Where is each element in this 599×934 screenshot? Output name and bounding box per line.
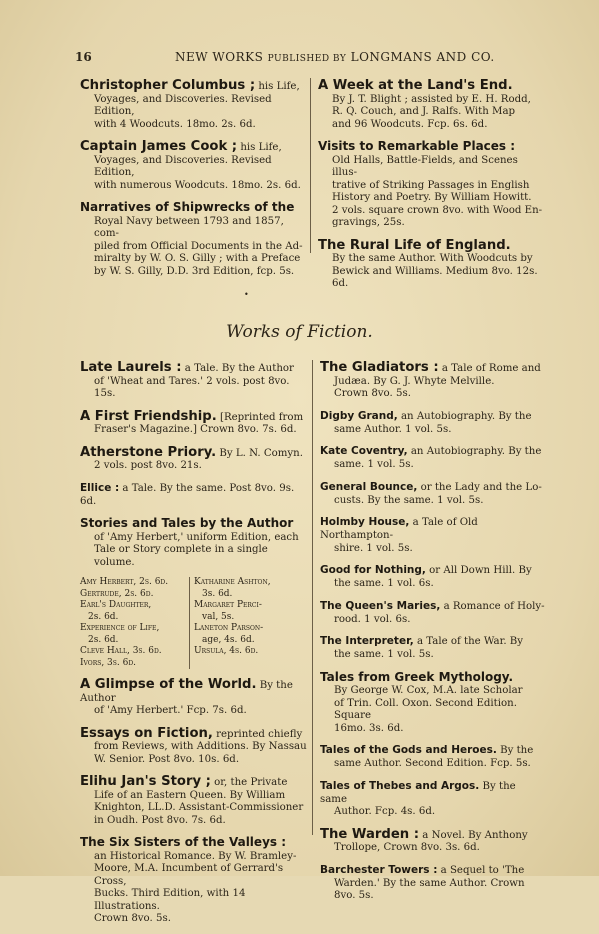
book-description-line: of 'Amy Herbert,' uniform Edition, each	[94, 531, 299, 543]
stories-table-left	[80, 577, 190, 669]
stories-table-item: age, 4s. 6d.	[202, 634, 255, 645]
book-title: Christopher Columbus ;	[80, 78, 256, 93]
book-description-line: an Historical Romance. By W. Bramley-	[94, 850, 297, 862]
fiction-column-rule	[312, 360, 313, 835]
book-description-line: Fraser's Magazine.] Crown 8vo. 7s. 6d.	[94, 424, 297, 435]
book-description-line: same Author. Second Edition. Fcp. 5s.	[334, 758, 531, 769]
book-entry	[80, 774, 308, 827]
book-description-line: of Trin. Coll. Oxon. Second Edition. Square	[334, 697, 517, 721]
book-entry	[320, 599, 545, 627]
book-description-line: Moore, M.A. Incumbent of Gerrard's Cross,	[94, 863, 284, 887]
book-description-line: W. Senior. Post 8vo. 10s. 6d.	[94, 753, 240, 765]
book-title: The Rural Life of England.	[318, 237, 511, 253]
book-description-line: By J. T. Blight ; assisted by E. H. Rodd,	[332, 93, 531, 105]
book-description-line: By the same Author. With Woodcuts by	[332, 253, 533, 264]
book-entry	[80, 481, 308, 509]
book-description-line: piled from Official Documents in the Ad-	[94, 240, 303, 252]
stories-table-item: Katharine Ashton,	[194, 577, 271, 587]
book-title: Good for Nothing,	[320, 564, 426, 576]
book-title: General Bounce,	[320, 480, 418, 493]
book-description-line: [Reprinted from	[216, 411, 304, 423]
book-entry	[80, 139, 305, 192]
book-entry	[318, 238, 543, 291]
stories-table-item: Gertrude, 2s. 6d.	[80, 588, 154, 599]
book-title: Digby Grand,	[320, 409, 398, 422]
book-title: A Week at the Land's End.	[318, 78, 513, 93]
book-description-line: the same. 1 vol. 5s.	[334, 649, 434, 660]
page-number: 16	[75, 50, 92, 64]
book-title: Tales of the Gods and Heroes.	[320, 744, 497, 756]
book-entry	[80, 200, 305, 278]
book-title: The Warden :	[320, 826, 420, 842]
book-description-line: 2 vols. square crown 8vo. with Wood En-	[332, 204, 543, 216]
book-entry	[80, 835, 308, 926]
book-description-line: Bewick and Williams. Medium 8vo. 12s. 6d.	[332, 265, 538, 289]
top-right-column	[318, 78, 543, 299]
book-description-line: or the Lady and the Lo-	[417, 481, 542, 493]
book-description-line: of 'Wheat and Tares.' 2 vols. post 8vo. 15s.	[94, 375, 290, 399]
book-description-line: By George W. Cox, M.A. late Scholar	[334, 685, 523, 696]
book-description-line: rood. 1 vol. 6s.	[334, 613, 411, 625]
book-description-line: or, the Private	[210, 777, 288, 788]
book-description-line: and 96 Woodcuts. Fcp. 6s. 6d.	[332, 118, 488, 130]
book-description-line: Judæa. By G. J. Whyte Melville.	[334, 375, 495, 387]
book-entry	[80, 516, 308, 569]
book-description-line: Life of an Eastern Queen. By William	[94, 789, 286, 801]
book-title: A First Friendship.	[80, 408, 217, 424]
book-entry	[320, 827, 545, 855]
stories-table-item: val, 5s.	[202, 611, 235, 622]
book-description-line: a Tale of the War. By	[413, 636, 524, 647]
book-description-line: By the same	[320, 780, 516, 805]
book-title: Elihu Jan's Story ;	[80, 774, 211, 789]
running-title: NEW WORKS PUBLISHED BY LONGMANS AND CO.	[175, 50, 495, 64]
book-entry	[320, 743, 545, 771]
book-description-line: or All Down Hill. By	[425, 565, 532, 576]
book-title: Atherstone Priory.	[80, 444, 217, 460]
book-entry	[320, 515, 545, 555]
book-title: Captain James Cook ;	[80, 139, 238, 154]
book-entry	[320, 360, 545, 401]
book-entry	[320, 480, 545, 508]
book-description-line: a Romance of Holy-	[440, 600, 545, 612]
book-description-line: Bucks. Third Edition, with 14 Illustrations.	[94, 888, 246, 912]
book-description-line: same Author. 1 vol. 5s.	[334, 423, 452, 435]
book-entry	[320, 444, 545, 472]
book-entry	[80, 78, 305, 131]
book-description-line: miralty by W. O. S. Gilly ; with a Preface	[94, 253, 301, 264]
stories-table-item: Experience of Life,	[80, 623, 160, 633]
book-description-line: By L. N. Comyn.	[216, 447, 303, 459]
book-entry	[320, 779, 545, 819]
book-description-line: By the Author	[80, 680, 293, 704]
book-entry	[80, 360, 308, 401]
stories-table-item: 2s. 6d.	[88, 634, 119, 645]
book-entry	[80, 677, 308, 718]
book-title: The Interpreter,	[320, 635, 414, 647]
book-description-line: Voyages, and Discoveries. Revised Edition,	[94, 154, 272, 178]
stories-table-right	[190, 577, 306, 669]
book-title: Barchester Towers :	[320, 863, 438, 876]
book-description-line: reprinted chiefly	[212, 728, 303, 740]
fiction-left-column	[80, 360, 308, 934]
book-description-line: History and Poetry. By William Howitt.	[332, 192, 532, 203]
book-description-line: an Autobiography. By the	[397, 410, 532, 422]
book-description-line: custs. By the same. 1 vol. 5s.	[334, 494, 484, 506]
running-header	[75, 50, 570, 66]
top-left-column	[80, 78, 305, 286]
book-description-line: a Sequel to 'The	[437, 864, 525, 876]
stories-table-item: Margaret Perci-	[194, 600, 262, 610]
book-description-line: Warden.' By the same Author. Crown	[334, 877, 525, 889]
book-description-line: 16mo. 3s. 6d.	[334, 722, 404, 734]
book-entry	[320, 670, 545, 736]
book-description-line: with 4 Woodcuts. 18mo. 2s. 6d.	[94, 118, 256, 130]
stories-table-item: Ivors, 3s. 6d.	[80, 657, 137, 668]
book-title: The Six Sisters of the Valleys :	[80, 835, 287, 849]
book-description-line: Crown 8vo. 5s.	[334, 388, 411, 399]
book-description-line: the same. 1 vol. 6s.	[334, 578, 434, 589]
book-title: Late Laurels :	[80, 360, 182, 375]
book-entry	[320, 409, 545, 437]
book-description-line: Author. Fcp. 4s. 6d.	[334, 806, 436, 817]
stories-table-item: Amy Herbert, 2s. 6d.	[80, 577, 169, 587]
section-title: Works of Fiction.	[226, 322, 373, 342]
stories-table-item: Earl's Daughter,	[80, 600, 152, 610]
book-title: Ellice :	[80, 481, 120, 494]
book-description-line: Trollope, Crown 8vo. 3s. 6d.	[334, 842, 480, 853]
book-description-line: a Tale. By the same. Post 8vo. 9s. 6d.	[80, 482, 295, 507]
book-description-line: gravings, 25s.	[332, 217, 405, 228]
book-title: Tales of Thebes and Argos.	[320, 779, 480, 792]
book-description-line: his Life,	[237, 142, 282, 153]
book-description-line: his Life,	[255, 81, 300, 92]
book-entry	[80, 445, 308, 473]
stories-table-item: 2s. 6d.	[88, 611, 119, 622]
stories-table-item: Ursula, 4s. 6d.	[194, 646, 259, 656]
stories-table-item: Cleve Hall, 3s. 6d.	[80, 646, 162, 656]
book-description-line: of 'Amy Herbert.' Fcp. 7s. 6d.	[94, 705, 247, 716]
book-title: A Glimpse of the World.	[80, 677, 257, 692]
book-description-line: with numerous Woodcuts. 18mo. 2s. 6d.	[94, 179, 301, 191]
fiction-right-column	[320, 360, 545, 911]
book-description-line: 8vo. 5s.	[334, 890, 374, 901]
book-description-line: Knighton, LL.D. Assistant-Commissioner	[94, 802, 304, 813]
book-description-line: in Oudh. Post 8vo. 7s. 6d.	[94, 814, 226, 826]
book-description-line: By the	[496, 745, 534, 756]
book-title: The Queen's Maries,	[320, 599, 441, 612]
book-description-line: trative of Striking Passages in English	[332, 179, 530, 191]
stories-table-item: 3s. 6d.	[202, 588, 233, 599]
book-entry	[320, 563, 545, 591]
divider-dot: •	[244, 290, 249, 299]
book-description-line: Tale or Story complete in a single volume.	[94, 544, 268, 568]
book-description-line: Crown 8vo. 5s.	[94, 913, 171, 924]
book-title: Holmby House,	[320, 516, 410, 528]
book-entry	[318, 139, 543, 230]
book-title: Tales from Greek Mythology.	[320, 669, 514, 684]
stories-table-item: Laneton Parson-	[194, 623, 264, 633]
book-description-line: R. Q. Couch, and J. Ralfs. With Map	[332, 106, 516, 117]
book-description-line: a Tale of Old Northampton-	[320, 517, 478, 541]
book-description-line: an Autobiography. By the	[407, 446, 542, 457]
book-description-line: a Novel. By Anthony	[419, 829, 528, 841]
top-column-rule	[310, 78, 311, 253]
book-entry	[320, 634, 545, 662]
book-description-line: Royal Navy between 1793 and 1857, com-	[94, 215, 284, 239]
book-description-line: by W. S. Gilly, D.D. 3rd Edition, fcp. 5s.	[94, 265, 295, 277]
book-entry	[320, 863, 545, 903]
book-title: Stories and Tales by the Author	[80, 516, 294, 530]
book-title: Kate Coventry,	[320, 445, 408, 457]
stories-table	[80, 577, 305, 669]
book-description-line: Voyages, and Discoveries. Revised Edition,	[94, 93, 272, 117]
book-description-line: same. 1 vol. 5s.	[334, 459, 414, 470]
book-description-line: a Tale of Rome and	[438, 363, 541, 374]
book-description-line: Old Halls, Battle-Fields, and Scenes illus-	[332, 154, 518, 178]
book-description-line: shire. 1 vol. 5s.	[334, 542, 413, 554]
book-title: Visits to Remarkable Places :	[318, 139, 516, 153]
book-description-line: a Tale. By the Author	[181, 363, 294, 374]
book-description-line: 2 vols. post 8vo. 21s.	[94, 460, 202, 471]
book-description-line: from Reviews, with Additions. By Nassau	[94, 741, 307, 752]
book-title: Essays on Fiction,	[80, 725, 213, 741]
book-title: The Gladiators :	[320, 360, 439, 375]
book-title: Narratives of Shipwrecks of the	[80, 200, 295, 214]
book-entry	[80, 409, 308, 437]
book-entry	[80, 726, 308, 767]
book-entry	[318, 78, 543, 131]
